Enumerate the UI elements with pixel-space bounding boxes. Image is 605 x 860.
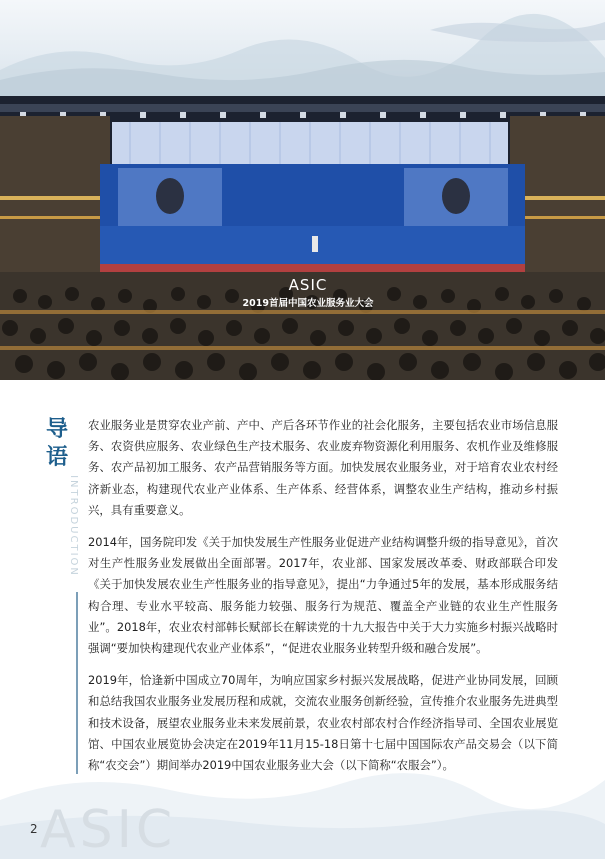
conference-photo (0, 96, 605, 380)
heading-char: 导 (45, 417, 68, 442)
top-mountain-banner (0, 0, 605, 96)
footer-watermark-logo: ASIC (40, 800, 177, 860)
heading-char: 语 (45, 445, 68, 470)
paragraph: 2019年，恰逢新中国成立70周年，为响应国家乡村振兴发展战略，促进产业协同发展，回顾和总结我国农业服务业发展历程和成就，交流农业服务创新经验，宣传推介农业服务先进典型和技术设备，展望农业服务业未来发展前景，农业农村部农村合作经济指导司、全国农业展览馆、中国农业展览协会决定在2019年11月15-18日第十七届中国国际农产品交易会（以下简称“农交会”）期间举办2019中国农业服务业大会（以下简称“农服会”）。 (88, 673, 558, 773)
introduction-vertical-label (67, 460, 79, 590)
paragraph: 2014年，国务院印发《关于加快发展生产性服务业促进产业结构调整升级的指导意见》，首次对生产性服务业发展做出全面部署。2017年，农业部、国家发展改革委、财政部联合印发《关于加快发展农业生产性服务业的指导意见》，提出“力争通过5年的发展，基本形成服务结构合理、专业水平较高、服务能力较强、服务行为规范、覆盖全产业链的农业生产性服务业”。2018年，农业农村部韩长赋部长在解读党的十九大报告中关于大力实施乡村振兴战略时强调“要加快构建现代农业产业体系”，“促进农业服务业转型升级和融合发展”。 (88, 535, 558, 656)
introduction-label-text: INTRODUCTION (68, 475, 79, 577)
page-number: 2 (30, 822, 38, 836)
stage-screen-logo: ASIC (288, 276, 328, 294)
stage-screen-title: 2019首届中国农业服务业大会 (242, 298, 374, 309)
paragraph: 农业服务业是贯穿农业产前、产中、产后各环节作业的社会化服务，主要包括农业市场信息服务、农资供应服务、农业绿色生产技术服务、农业废弃物资源化利用服务、农机作业及维修服务、农产品初加工服务、农产品营销服务等方面。加快发展农业服务业，对于培育农业农村经济新业态，构建现代农业产业体系、生产体系、经营体系，调整农业生产结构，推动乡村振兴，具有重要意义。 (88, 418, 558, 517)
